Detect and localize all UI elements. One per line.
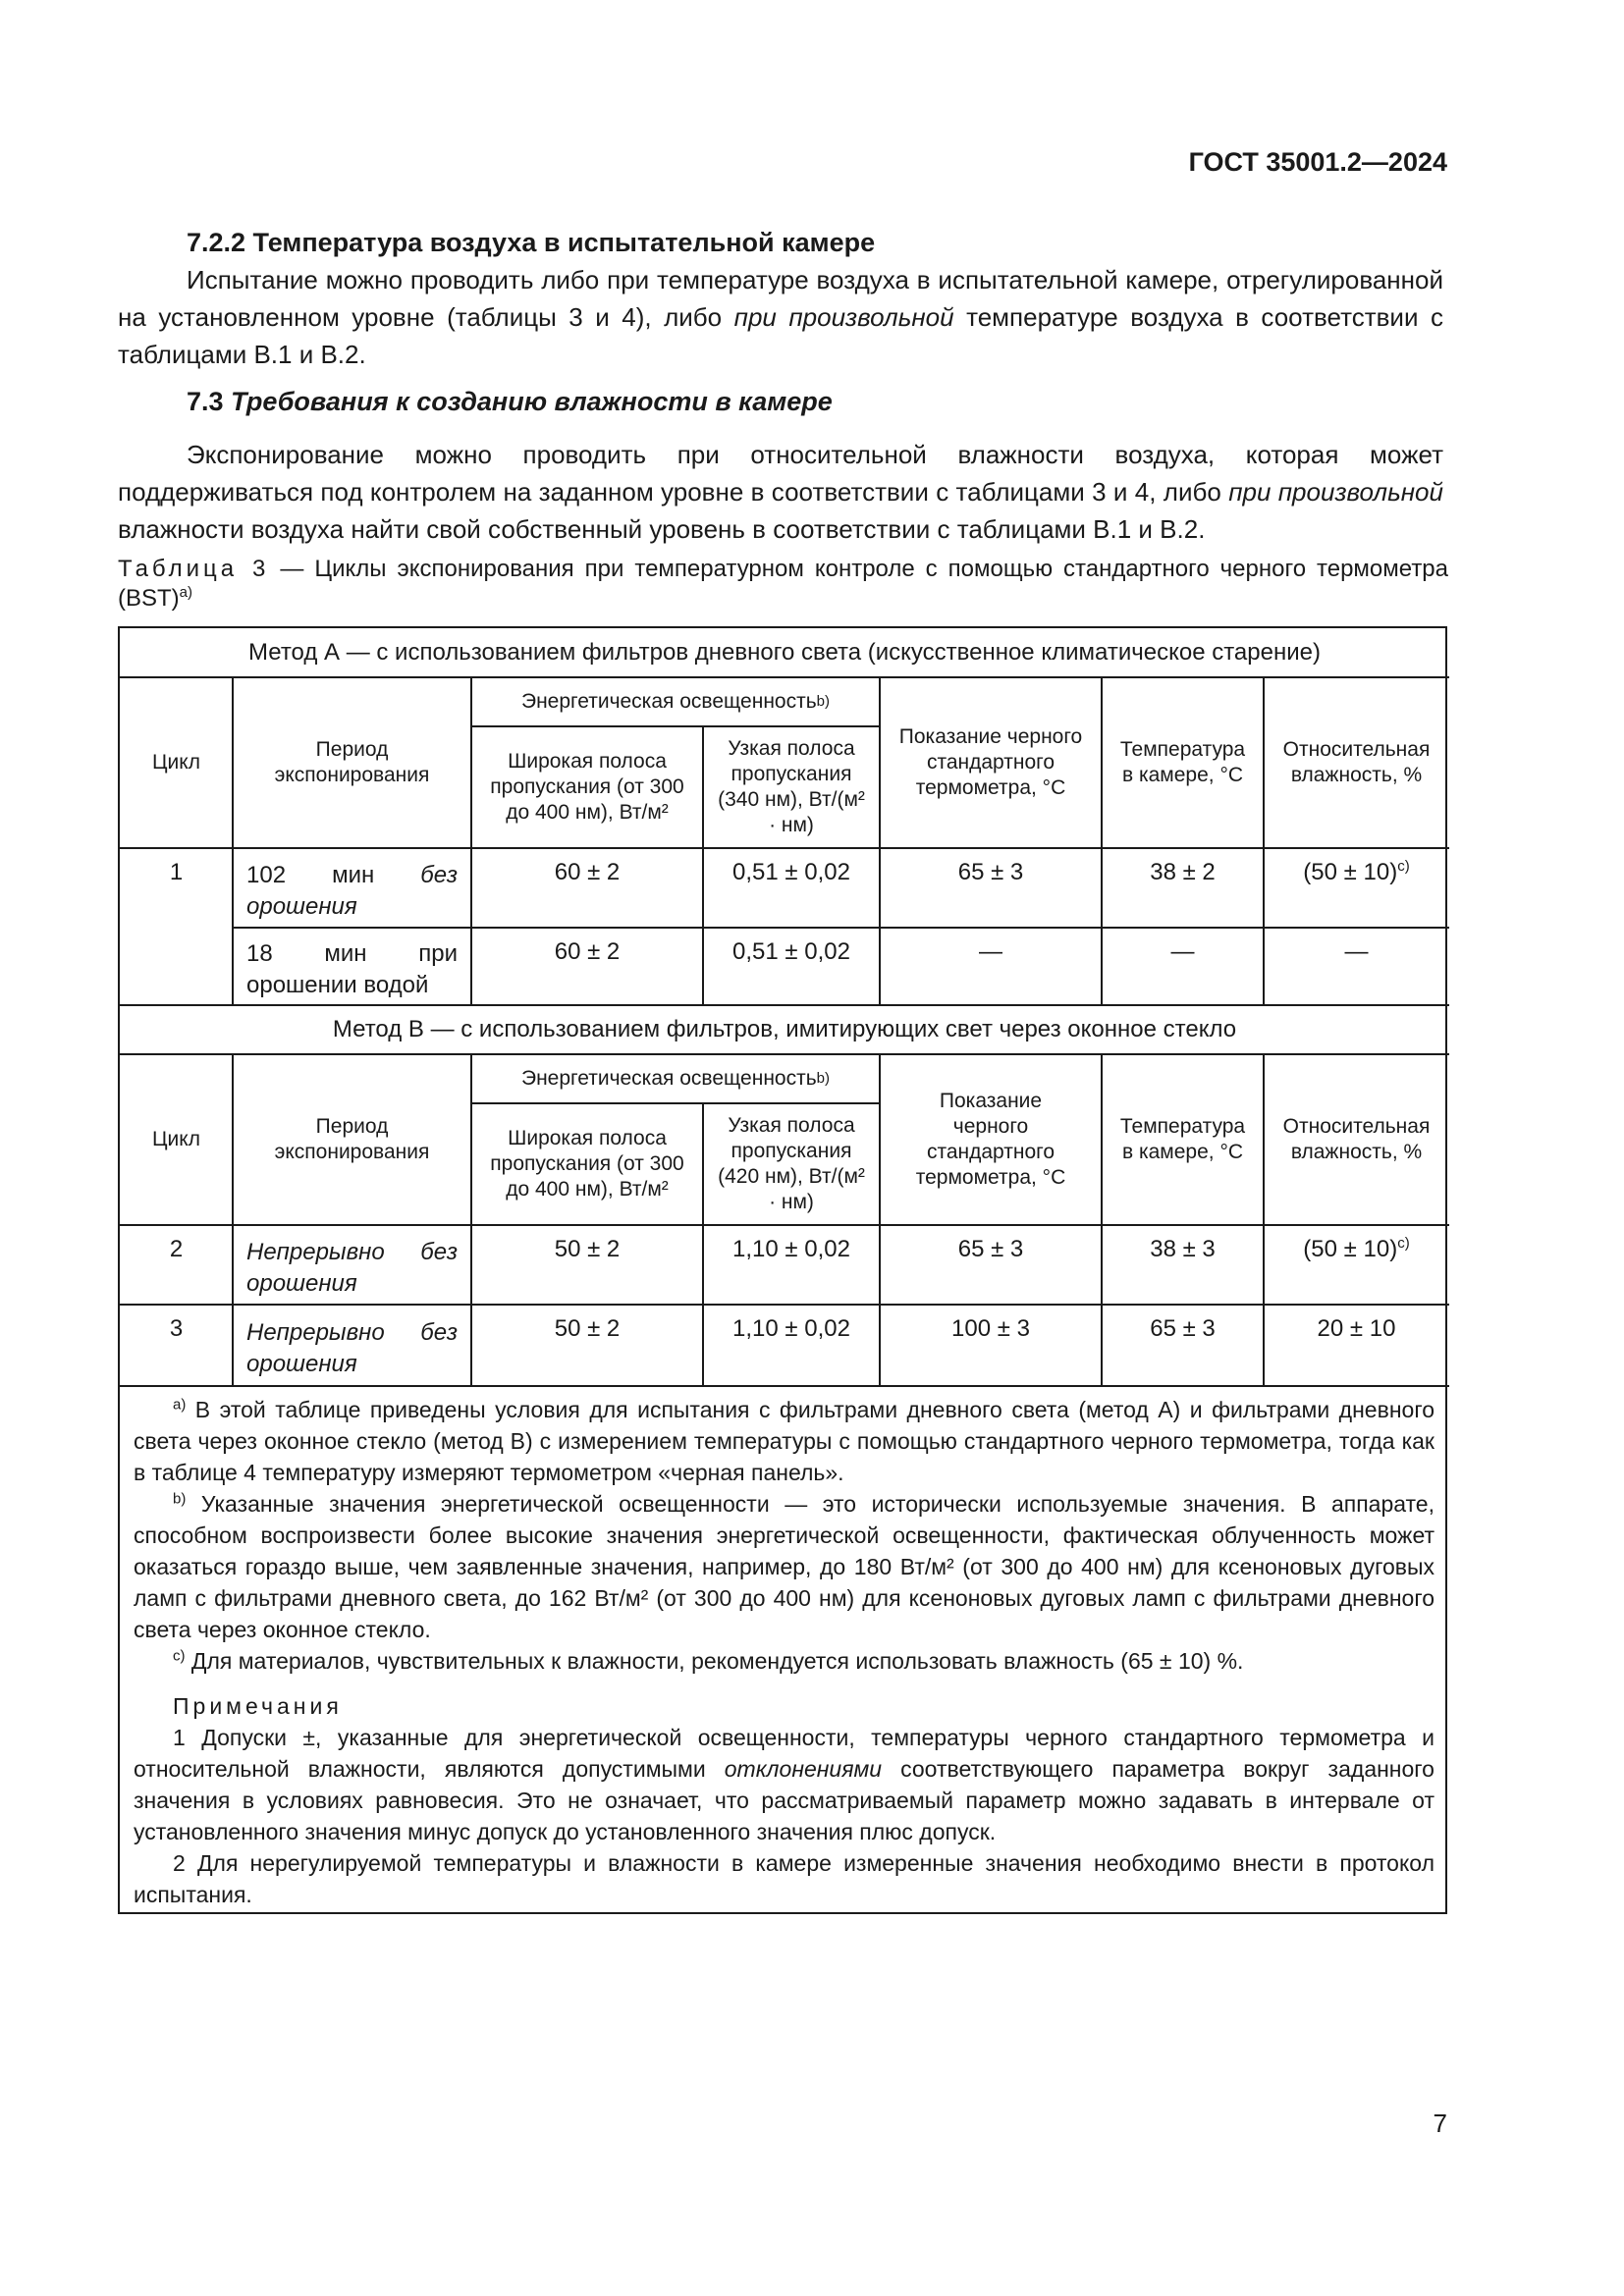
cell-period: Непрерывно без орошения (246, 1238, 458, 1297)
cell-period: Непрерывно без орошения (246, 1318, 458, 1377)
section-title: 7.2.2 Температура воздуха в испытательной камере (187, 228, 876, 257)
table-footnotes (134, 1394, 1435, 1910)
cell-broad: 60 ± 2 (554, 938, 621, 965)
cell-humidity: — (1344, 938, 1369, 965)
cell-temperature: 38 ± 2 (1150, 859, 1216, 885)
cell-period: 102 мин без орошения (246, 861, 458, 920)
cell-broad: 60 ± 2 (554, 859, 621, 885)
cell-bst: 65 ± 3 (957, 859, 1024, 885)
header-period: Период экспонирования (274, 1115, 430, 1163)
header-bst: Показание черного стандартного термометра, °С (915, 1090, 1066, 1189)
method-a-title: Метод А — с использованием фильтров дневного света (искусственное климатическое старение) (248, 639, 1321, 666)
notes-title: Примечания (173, 1693, 343, 1719)
note-1: 1 Допуски ±, указанные для энергетической освещенности, температуры черного стандартного термометра и относительной влажности, являются допустимыми отклонениями соответствующего параметра вокруг заданного значения в условиях равновесия. Это не означает, что рассматриваемый параметр можно задавать в интервале от установленного значения минус допуск до установленного значения плюс допуск. (134, 1725, 1435, 1844)
header-broad-band: Широкая полоса пропускания (от 300 до 400 нм), Вт/м² (490, 1127, 684, 1201)
cell-narrow: 1,10 ± 0,02 (732, 1315, 850, 1342)
section-7-2-2 (118, 224, 1443, 373)
cell-period: 18 мин при орошении водой (246, 939, 458, 998)
header-temperature: Температура в камере, °С (1119, 738, 1246, 786)
document-code: ГОСТ 35001.2—2024 (1188, 147, 1447, 177)
footnote-b: $^{b)}$ Указанные значения энергетической освещенности — это исторически используемые значения. В аппарате, способном воспроизвести более высокие значения энергетической освещенности, фактическая облученность может оказаться гораздо выше, чем заявленные значения, например, до 180 Вт/м² (от 300 до 400 нм) для ксеноновых дуговых ламп с фильтрами дневного света, до 162 Вт/м² (от 300 до 400 нм) для ксеноновых дуговых ламп с фильтрами дневного света через оконное стекло. (134, 1490, 1435, 1642)
paragraph: Экспонирование можно проводить при относительной влажности воздуха, которая может поддерживаться под контролем на заданном уровне в соответствии с таблицами 3 и 4, либо при произвольной влажности воздуха найти свой собственный уровень в соответствии с таблицами В.1 и В.2. (118, 440, 1443, 544)
header-humidity: Относительная влажность, % (1282, 738, 1431, 786)
table-caption: Таблица 3 — Циклы экспонирования при температурном контроле с помощью стандартного черного термометра (BST)$^{a)}$ (118, 556, 1449, 612)
cell-bst: — (979, 938, 1002, 965)
note-2: 2 Для нерегулируемой температуры и влажности в камере измеренные значения необходимо внести в протокол испытания. (134, 1850, 1435, 1907)
exposure-cycles-table (118, 626, 1447, 1914)
cell-bst: 65 ± 3 (957, 1236, 1024, 1262)
paragraph: Испытание можно проводить либо при температуре воздуха в испытательной камере, отрегулированной на установленном уровне (таблицы 3 и 4), либо при произвольной температуре воздуха в соответствии с таблицами В.1 и В.2. (118, 265, 1443, 369)
header-cycle: Цикл (152, 1128, 200, 1150)
cell-narrow: 0,51 ± 0,02 (732, 938, 850, 965)
header-cycle: Цикл (152, 751, 200, 774)
cell-cycle: 3 (169, 1315, 184, 1342)
method-b-title: Метод В — с использованием фильтров, имитирующих свет через оконное стекло (332, 1016, 1237, 1042)
header-irradiance: Энергетическая освещенность b) (520, 1067, 830, 1090)
header-humidity: Относительная влажность, % (1282, 1115, 1431, 1163)
footnote-c: $^{c)}$ Для материалов, чувствительных к влажности, рекомендуется использовать влажность (65 ± 10) %. (173, 1647, 1244, 1674)
footnote-a: $^{a)}$ В этой таблице приведены условия для испытания с фильтрами дневного света (метод А) и фильтрами дневного света через оконное стекло (метод В) с измерением температуры с помощью стандартного черного термометра, тогда как в таблице 4 температуру измеряют термометром «черная панель». (134, 1396, 1435, 1485)
cell-bst: 100 ± 3 (951, 1315, 1030, 1342)
cell-humidity: $(50 \pm 10)^{c)}$ (1303, 858, 1410, 885)
cell-narrow: 1,10 ± 0,02 (732, 1236, 850, 1262)
header-period: Период экспонирования (274, 738, 430, 786)
section-title: 7.3 Требования к созданию влажности в камере (187, 387, 833, 416)
header-bst: Показание черного стандартного термометра, °С (898, 725, 1083, 799)
header-narrow-band: Узкая полоса пропускания (420 нм), Вт/(м² · нм) (718, 1114, 865, 1213)
cell-cycle: 1 (169, 859, 184, 885)
cell-cycle: 2 (169, 1236, 184, 1262)
header-narrow-band: Узкая полоса пропускания (340 нм), Вт/(м² · нм) (718, 737, 865, 836)
cell-temperature: 65 ± 3 (1150, 1315, 1216, 1342)
cell-temperature: 38 ± 3 (1150, 1236, 1216, 1262)
header-broad-band: Широкая полоса пропускания (от 300 до 400 нм), Вт/м² (490, 750, 684, 824)
page-number: 7 (1433, 2109, 1447, 2138)
cell-broad: 50 ± 2 (554, 1315, 621, 1342)
cell-broad: 50 ± 2 (554, 1236, 621, 1262)
header-temperature: Температура в камере, °С (1119, 1115, 1246, 1163)
cell-narrow: 0,51 ± 0,02 (732, 859, 850, 885)
cell-temperature: — (1170, 938, 1195, 965)
cell-humidity: $(50 \pm 10)^{c)}$ (1303, 1235, 1410, 1262)
header-irradiance: Энергетическая освещенность b) (520, 690, 830, 713)
cell-humidity: 20 ± 10 (1317, 1315, 1396, 1342)
section-7-3 (118, 383, 1443, 548)
